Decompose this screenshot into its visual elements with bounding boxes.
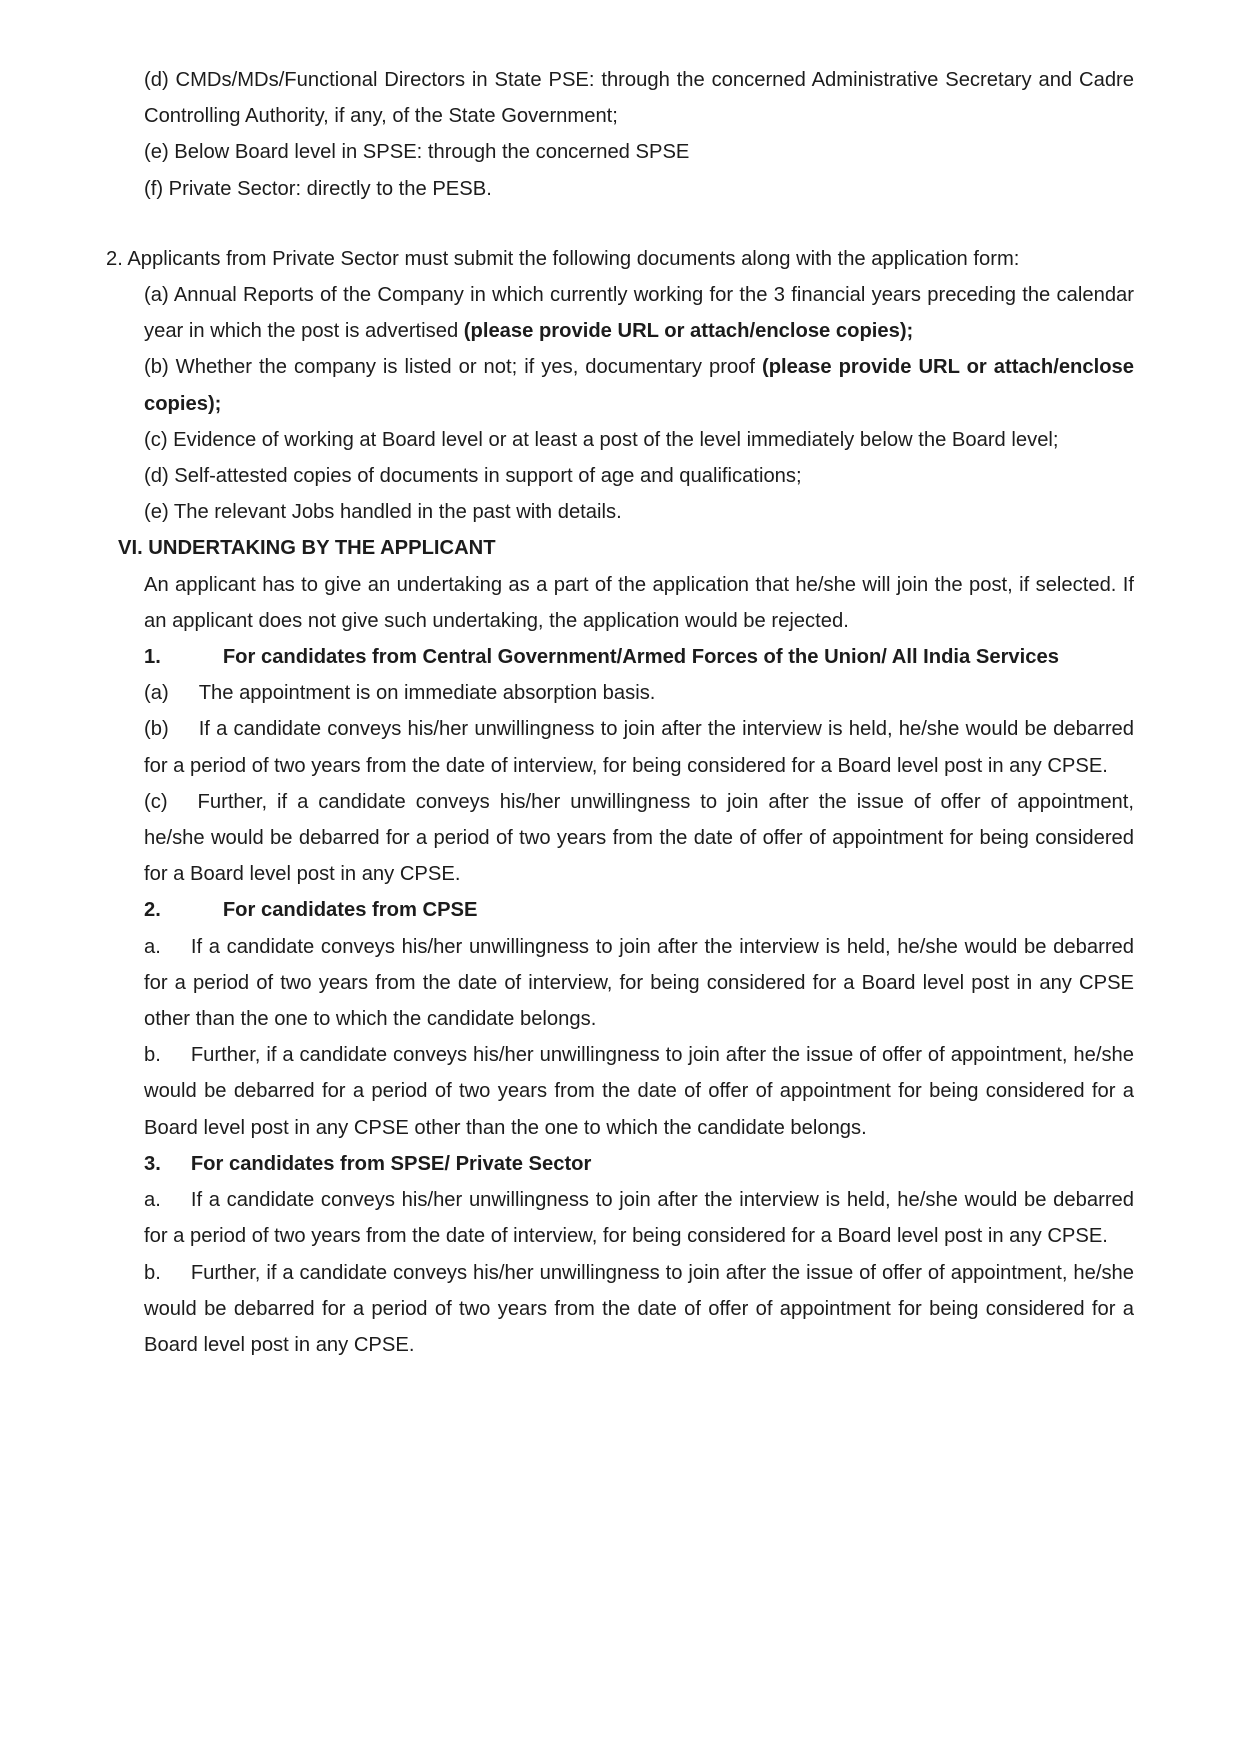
subsection-3-heading	[144, 1146, 1134, 1182]
subsection-3-item-a-label: a.	[144, 1189, 161, 1212]
subsection-2-heading	[144, 892, 1134, 928]
clause-1d: (d) CMDs/MDs/Functional Directors in State PSE: through the concerned Administrative Secretary and Cadre Controlling Authority, if any, of the State Government;	[144, 69, 1134, 128]
clause-2-intro: 2. Applicants from Private Sector must submit the following documents along with the application form:	[106, 247, 1020, 270]
clause-1f: (f) Private Sector: directly to the PESB.	[144, 177, 492, 200]
subsection-1-item-c-text: Further, if a candidate conveys his/her unwillingness to join after the issue of offer of appointment, he/she would be debarred for a period of two years from the date of offer of appointment for being considered for a Board level post in any CPSE.	[144, 790, 1134, 886]
subsection-3-item-b-text: Further, if a candidate conveys his/her unwillingness to join after the issue of offer of appointment, he/she would be debarred for a period of two years from the date of offer of appointment for being considered for a Board level post in any CPSE.	[144, 1261, 1134, 1356]
clause-2a	[144, 277, 1134, 349]
subsection-2-title: For candidates from CPSE	[222, 899, 478, 922]
clause-2b-normal: (b) Whether the company is listed or not; if yes, documentary proof	[144, 356, 762, 379]
subsection-3-item-b	[144, 1255, 1134, 1364]
subsection-1-title: For candidates from Central Government/Armed Forces of the Union/ All India Services	[222, 646, 1059, 669]
subsection-1-item-a	[144, 675, 1134, 711]
subsection-3-item-a	[144, 1182, 1134, 1254]
heading-section-vi: VI. UNDERTAKING BY THE APPLICANT	[118, 537, 496, 560]
section-vi-intro: An applicant has to give an undertaking as a part of the application that he/she will join the post, if selected. If an applicant does not give such undertaking, the application would be rejected.	[144, 573, 1134, 632]
subsection-2-item-b-text: Further, if a candidate conveys his/her unwillingness to join after the issue of offer of appointment, he/she would be debarred for a period of two years from the date of offer of appointment for being considered for a Board level post in any CPSE other than the one to which the candidate belongs.	[144, 1044, 1134, 1139]
clause-2a-bold: (please provide URL or attach/enclose copies);	[463, 320, 914, 343]
subsection-3-title: For candidates from SPSE/ Private Sector	[190, 1152, 592, 1175]
document-body	[106, 62, 1134, 1363]
subsection-1-number: 1.	[144, 646, 161, 669]
subsection-2-item-a-text: If a candidate conveys his/her unwillingness to join after the interview is held, he/she would be debarred for a period of two years from the date of interview, for being considered for a Board level post in any CPSE other than the one to which the candidate belongs.	[144, 935, 1134, 1031]
subsection-1-heading	[144, 639, 1134, 675]
subsection-3-number: 3.	[144, 1152, 161, 1175]
clause-2e: (e) The relevant Jobs handled in the past with details.	[144, 501, 622, 524]
subsection-3-item-a-text: If a candidate conveys his/her unwillingness to join after the interview is held, he/she would be debarred for a period of two years from the date of interview, for being considered for a Board level post in any CPSE.	[144, 1189, 1134, 1248]
subsection-3-item-b-label: b.	[144, 1261, 161, 1284]
subsection-2-item-b	[144, 1037, 1134, 1146]
clause-2b-bold: (please provide URL or attach/enclose copies);	[144, 356, 1135, 415]
subsection-2-item-a	[144, 929, 1134, 1038]
subsection-1-item-b-text: If a candidate conveys his/her unwillingness to join after the interview is held, he/she would be debarred for a period of two years from the date of interview, for being considered for a Board level post in any CPSE.	[144, 718, 1134, 777]
subsection-1-item-a-text: The appointment is on immediate absorption basis.	[198, 682, 656, 705]
paragraph-spacer	[106, 207, 1134, 241]
subsection-1-item-b-label: (b)	[144, 718, 169, 741]
clause-2d: (d) Self-attested copies of documents in support of age and qualifications;	[144, 465, 802, 488]
clause-2b	[144, 349, 1134, 421]
subsection-1-item-c	[144, 784, 1134, 893]
subsection-2-number: 2.	[144, 899, 161, 922]
clause-2c: (c) Evidence of working at Board level or at least a post of the level immediately below the Board level;	[144, 428, 1059, 451]
subsection-2-item-b-label: b.	[144, 1044, 161, 1067]
subsection-1-item-a-label: (a)	[144, 682, 169, 705]
subsection-2-item-a-label: a.	[144, 935, 161, 958]
subsection-1-item-b	[144, 711, 1134, 783]
clause-1e: (e) Below Board level in SPSE: through the concerned SPSE	[144, 141, 690, 164]
clause-2a-normal: (a) Annual Reports of the Company in which currently working for the 3 financial years preceding the calendar year in which the post is advertised	[144, 284, 1134, 343]
subsection-1-item-c-label: (c)	[144, 790, 168, 813]
